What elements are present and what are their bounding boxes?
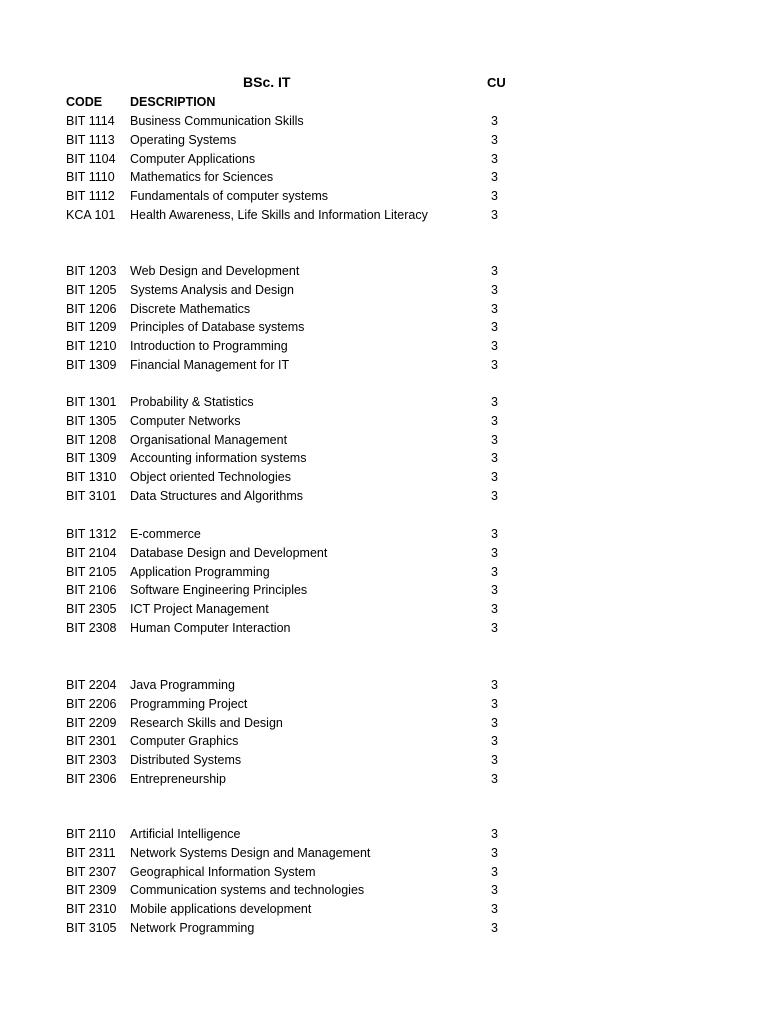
course-credit-units: 3 — [491, 696, 498, 711]
course-row — [0, 300, 768, 319]
course-code: BIT 1210 — [66, 339, 117, 354]
course-credit-units: 3 — [491, 564, 498, 579]
course-description: Business Communication Skills — [130, 114, 304, 128]
course-code: BIT 1110 — [66, 170, 115, 185]
course-credit-units: 3 — [491, 545, 498, 560]
course-credit-units: 3 — [491, 282, 498, 297]
course-description: Application Programming — [130, 564, 270, 579]
course-description: E-commerce — [130, 527, 201, 541]
course-description: Communication systems and technologies — [130, 883, 365, 898]
course-code: BIT 1113 — [66, 132, 115, 147]
description-column-header: DESCRIPTION — [130, 95, 216, 109]
course-description: Organisational Management — [130, 432, 288, 447]
course-code: BIT 2105 — [66, 564, 117, 579]
course-credit-units: 3 — [491, 320, 498, 335]
course-row — [0, 695, 768, 714]
course-code: BIT 1206 — [66, 301, 117, 316]
course-code: BIT 1301 — [66, 395, 117, 409]
cu-column-header: CU — [487, 75, 506, 90]
course-description: Java Programming — [130, 678, 235, 692]
course-credit-units: 3 — [491, 620, 498, 635]
course-description: Artificial Intelligence — [130, 827, 241, 841]
course-code: BIT 1205 — [66, 282, 117, 297]
course-code: BIT 2204 — [66, 678, 117, 692]
course-code: BIT 1112 — [66, 189, 115, 204]
course-code: BIT 3101 — [66, 488, 117, 503]
course-row — [0, 487, 768, 506]
course-credit-units: 3 — [491, 207, 498, 222]
course-description: Human Computer Interaction — [130, 620, 291, 635]
course-description: Systems Analysis and Design — [130, 282, 294, 297]
course-description: Introduction to Programming — [130, 339, 288, 354]
course-credit-units: 3 — [491, 753, 498, 768]
course-description: Programming Project — [130, 696, 248, 711]
course-row — [0, 863, 768, 882]
course-code: BIT 1114 — [66, 114, 115, 128]
course-description: Health Awareness, Life Skills and Information Literacy — [130, 207, 428, 222]
course-credit-units: 3 — [491, 451, 498, 466]
course-row — [0, 337, 768, 356]
course-row — [0, 600, 768, 619]
course-code: BIT 1104 — [66, 151, 116, 166]
course-credit-units: 3 — [491, 715, 498, 730]
course-row — [0, 168, 768, 187]
course-credit-units: 3 — [491, 170, 498, 185]
course-row — [0, 206, 768, 225]
course-credit-units: 3 — [491, 264, 498, 278]
course-description: Network Systems Design and Management — [130, 845, 371, 860]
course-row — [0, 714, 768, 733]
course-description: Fundamentals of computer systems — [130, 189, 328, 204]
course-code: BIT 2106 — [66, 583, 117, 598]
course-credit-units: 3 — [491, 583, 498, 598]
course-row — [0, 112, 768, 131]
course-credit-units: 3 — [491, 527, 498, 541]
course-code: BIT 2307 — [66, 864, 117, 879]
course-code: BIT 2310 — [66, 902, 117, 917]
course-code: KCA 101 — [66, 207, 116, 222]
course-row — [0, 581, 768, 600]
course-credit-units: 3 — [491, 771, 498, 786]
course-credit-units: 3 — [491, 864, 498, 879]
course-row — [0, 412, 768, 431]
course-credit-units: 3 — [491, 734, 498, 749]
course-description: Principles of Database systems — [130, 320, 305, 335]
course-row — [0, 449, 768, 468]
course-description: Computer Graphics — [130, 734, 239, 749]
course-code: BIT 1312 — [66, 527, 117, 541]
course-row — [0, 318, 768, 337]
course-description: Mathematics for Sciences — [130, 170, 274, 185]
course-description: Financial Management for IT — [130, 357, 290, 372]
course-row — [0, 919, 768, 938]
course-description: Computer Applications — [130, 151, 256, 166]
course-row — [0, 281, 768, 300]
course-description: Computer Networks — [130, 413, 241, 428]
course-row — [0, 881, 768, 900]
course-code: BIT 2104 — [66, 545, 117, 560]
course-description: Software Engineering Principles — [130, 583, 308, 598]
course-row — [0, 619, 768, 638]
course-credit-units: 3 — [491, 395, 498, 409]
course-credit-units: 3 — [491, 114, 498, 128]
course-description: Object oriented Technologies — [130, 470, 291, 485]
course-row — [0, 356, 768, 375]
course-credit-units: 3 — [491, 357, 498, 372]
course-row — [0, 187, 768, 206]
course-row — [0, 131, 768, 150]
course-credit-units: 3 — [491, 470, 498, 485]
course-row — [0, 751, 768, 770]
course-code: BIT 1309 — [66, 451, 117, 466]
course-description: Research Skills and Design — [130, 715, 283, 730]
course-code: BIT 1209 — [66, 320, 117, 335]
course-description: Accounting information systems — [130, 451, 307, 466]
course-description: Entrepreneurship — [130, 771, 226, 786]
course-group — [0, 525, 768, 638]
course-description: Discrete Mathematics — [130, 301, 251, 316]
course-row — [0, 544, 768, 563]
course-code: BIT 2308 — [66, 620, 117, 635]
course-code: BIT 1203 — [66, 264, 117, 278]
course-credit-units: 3 — [491, 488, 498, 503]
course-description: Geographical Information System — [130, 864, 316, 879]
course-row — [0, 262, 768, 281]
course-credit-units: 3 — [491, 883, 498, 898]
course-description: Probability & Statistics — [130, 395, 254, 409]
document-title: BSc. IT — [243, 74, 291, 90]
course-description: Database Design and Development — [130, 545, 328, 560]
course-description: Web Design and Development — [130, 264, 300, 278]
course-code: BIT 1305 — [66, 413, 117, 428]
course-code: BIT 2303 — [66, 753, 117, 768]
course-row — [0, 825, 768, 844]
course-code: BIT 1310 — [66, 470, 117, 485]
course-credit-units: 3 — [491, 413, 498, 428]
course-group — [0, 262, 768, 375]
course-code: BIT 1309 — [66, 357, 117, 372]
course-description: Mobile applications development — [130, 902, 312, 917]
course-code: BIT 2301 — [66, 734, 117, 749]
course-row — [0, 900, 768, 919]
course-credit-units: 3 — [491, 432, 498, 447]
code-column-header: CODE — [66, 95, 103, 109]
course-credit-units: 3 — [491, 845, 498, 860]
course-credit-units: 3 — [491, 132, 498, 147]
course-credit-units: 3 — [491, 189, 498, 204]
course-credit-units: 3 — [491, 339, 498, 354]
course-row — [0, 563, 768, 582]
course-credit-units: 3 — [491, 678, 498, 692]
course-credit-units: 3 — [491, 827, 498, 841]
course-code: BIT 2309 — [66, 883, 117, 898]
course-group — [0, 393, 768, 506]
course-row — [0, 468, 768, 487]
course-group — [0, 676, 768, 789]
course-code: BIT 2311 — [66, 845, 116, 860]
course-code: BIT 1208 — [66, 432, 117, 447]
course-credit-units: 3 — [491, 920, 498, 935]
course-code: BIT 2306 — [66, 771, 117, 786]
course-code: BIT 2305 — [66, 602, 117, 617]
course-row — [0, 770, 768, 789]
course-code: BIT 2110 — [66, 827, 116, 841]
course-group — [0, 112, 768, 225]
course-code: BIT 3105 — [66, 920, 117, 935]
course-description: Network Programming — [130, 920, 255, 935]
course-row — [0, 844, 768, 863]
course-row — [0, 150, 768, 169]
course-description: ICT Project Management — [130, 602, 269, 617]
course-credit-units: 3 — [491, 301, 498, 316]
course-code: BIT 2206 — [66, 696, 117, 711]
course-row — [0, 393, 768, 412]
course-row — [0, 431, 768, 450]
course-row — [0, 676, 768, 695]
course-group — [0, 825, 768, 938]
course-credit-units: 3 — [491, 902, 498, 917]
course-description: Data Structures and Algorithms — [130, 488, 303, 503]
course-row — [0, 525, 768, 544]
course-code: BIT 2209 — [66, 715, 117, 730]
course-description: Distributed Systems — [130, 753, 242, 768]
course-row — [0, 732, 768, 751]
course-credit-units: 3 — [491, 151, 498, 166]
course-credit-units: 3 — [491, 602, 498, 617]
course-description: Operating Systems — [130, 132, 237, 147]
